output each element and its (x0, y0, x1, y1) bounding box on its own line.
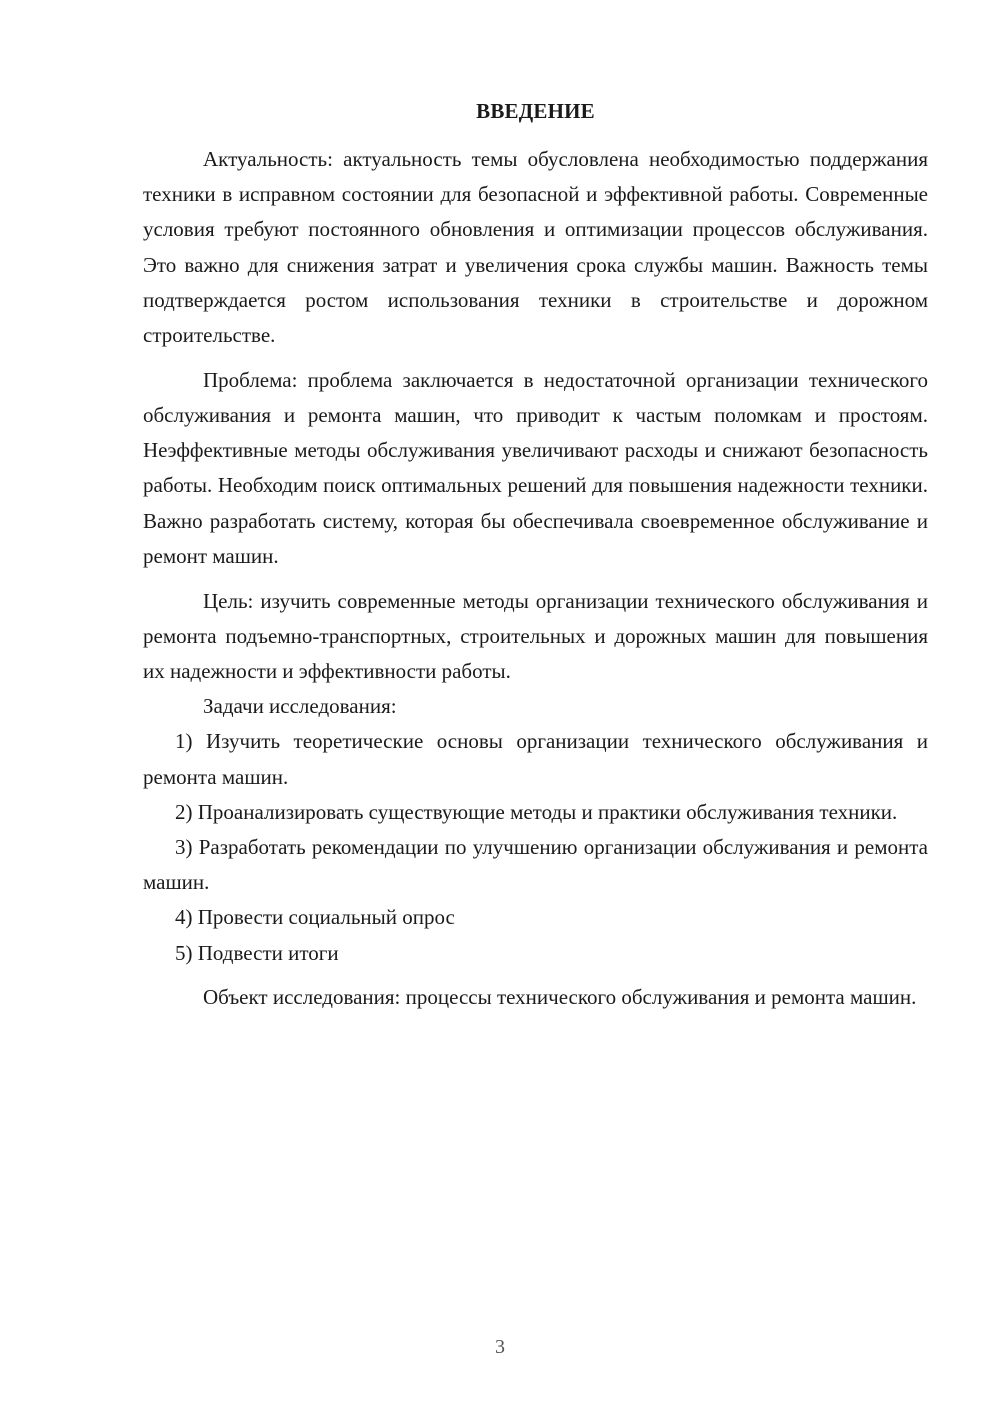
tasks-heading: Задачи исследования: (203, 694, 397, 719)
task-item-2: 2) Проанализировать существующие методы и практики обслуживания техники. (175, 799, 898, 824)
task-item-4: 4) Провести социальный опрос (175, 905, 455, 930)
task-item-1: 1) Изучить теоретические основы организации технического обслуживания и ремонта машин. (143, 729, 928, 789)
task-item-3: 3) Разработать рекомендации по улучшению организации обслуживания и ремонта машин. (143, 835, 928, 895)
task-item-5: 5) Подвести итоги (175, 940, 339, 965)
paragraph-goal: Цель: изучить современные методы организации технического обслуживания и ремонта подъемно-транспортных, строительных и дорожных машин для повышения их надежности и эффективности работы. (143, 588, 928, 684)
document-body (143, 142, 928, 1016)
paragraph-relevance: Актуальность: актуальность темы обусловлена необходимостью поддержания техники в исправном состоянии для безопасной и эффективной работы. Современные условия требуют постоянного обновления и оптимизации процессов обслуживания. Это важно для снижения затрат и увеличения срока службы машин. Важность темы подтверждается ростом использования техники в строительстве и дорожном строительстве. (143, 147, 928, 348)
paragraph-problem: Проблема: проблема заключается в недостаточной организации технического обслуживания и ремонта машин, что приводит к частым поломкам и простоям. Неэффективные методы обслуживания увеличивают расходы и снижают безопасность работы. Необходим поиск оптимальных решений для повышения надежности техники. Важно разработать систему, которая бы обеспечивала своевременное обслуживание и ремонт машин. (143, 367, 928, 568)
paragraph-object: Объект исследования: процессы технического обслуживания и ремонта машин. (203, 985, 917, 1010)
page-number: 3 (495, 1336, 505, 1358)
page-title: ВВЕДЕНИЕ (476, 99, 595, 123)
